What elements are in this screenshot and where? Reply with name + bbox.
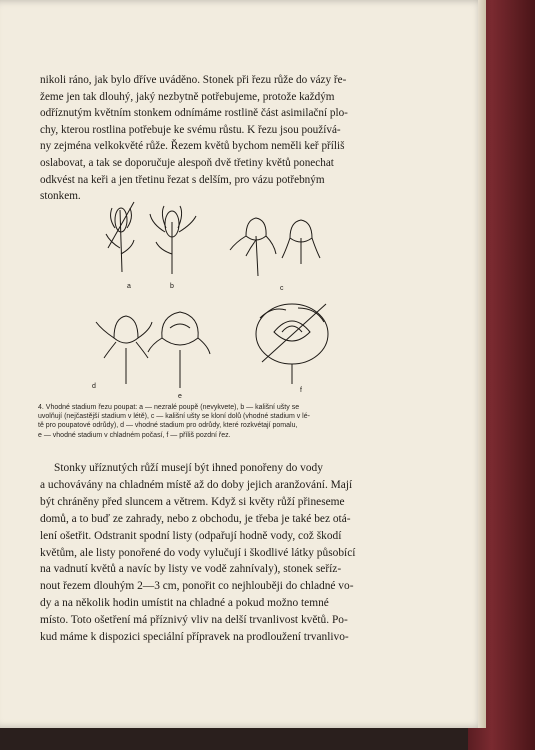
text-line: odkvést na keři a jen třetinu řezat s delším, pro vázu potřebným — [40, 173, 325, 186]
text-line: kud máme k dispozici speciální přípravek na prodloužení trvanlivo- — [40, 631, 349, 644]
text-line: stonkem. — [40, 190, 81, 203]
text-line: nikoli ráno, jak bylo dříve uváděno. Stonek při řezu růže do vázy ře- — [40, 74, 347, 86]
caption-line: 4. Vhodné stadium řezu poupat: a — nezralé poupě (nevykvete), b — kališní ušty se — [38, 404, 300, 411]
figure-label-e: e — [178, 393, 182, 398]
text-line: dy a na několik hodin umístit na chladné a pokud možno temné — [40, 597, 329, 610]
rose-stage-e-drawing — [148, 312, 210, 388]
page-edge — [478, 0, 486, 728]
caption-line: uvolňují (nejčastější stadium v létě), c — kališní ušty se kloní dolů (vhodné stadium v lé- — [38, 413, 310, 421]
text-line: a uchovávány na chladném místě až do doby jejich aranžování. Mají — [40, 478, 353, 491]
rose-stage-d-drawing — [96, 316, 152, 384]
paragraph-bottom — [40, 460, 408, 646]
text-line: nout řezem dlouhým 2—3 cm, ponořit co nejhlouběji do chladné vo- — [40, 580, 354, 593]
text-line: být chráněny před sluncem a větrem. Když si květy růží přineseme — [40, 495, 345, 508]
text-line: Stonky uříznutých růží musejí být ihned ponořeny do vody — [54, 462, 323, 474]
text-line: oslabovat, a tak se doporučuje alespoň dvě třetiny květů ponechat — [40, 156, 334, 169]
figure-caption — [38, 403, 422, 440]
rose-stage-a-drawing — [106, 202, 134, 272]
figure-label-b: b — [170, 283, 174, 290]
text-line: žeme jen tak dlouhý, jaký nezbytně potřebujeme, protože každým — [40, 90, 335, 103]
paragraph-top — [40, 72, 408, 205]
text-line: ny zejména velkokvěté růže. Řezem květů bychom neměli keř příliš — [40, 140, 345, 153]
rose-stage-f-drawing — [256, 304, 328, 384]
rose-bud-stages-figure — [60, 198, 390, 398]
text-line: květům, ale listy ponořené do vody vylučují i škodlivé látky působící — [40, 546, 356, 559]
caption-line: tě pro poupatové odrůdy), d — vhodné stadium pro odrůdy, které rozkvétají pomalu, — [38, 422, 298, 430]
text-line: odříznutým květním stonkem odnímáme rostlině část asimilační plo- — [40, 107, 348, 120]
figure-label-a: a — [127, 283, 131, 290]
text-line: lení ošetřit. Odstranit spodní listy (odpařují hodně vody, což škodí — [40, 529, 342, 542]
caption-line: e — vhodné stadium v chladném počasí, f — příliš pozdní řez. — [38, 431, 231, 439]
text-line: na vadnutí květů a navíc by listy ve vodě zahnívaly), stonek seříz- — [40, 563, 342, 576]
rose-stage-b-drawing — [150, 206, 196, 274]
figure-label-c: c — [280, 285, 284, 292]
text-line: chy, kterou rostlina potřebuje ke svému růstu. K řezu jsou používá- — [40, 123, 341, 136]
rose-stage-c-drawing — [230, 218, 320, 276]
figure-label-f: f — [300, 387, 302, 394]
text-line: místo. Toto ošetření má příznivý vliv na delší trvanlivost květů. Po- — [40, 614, 348, 627]
figure-label-d: d — [92, 383, 96, 390]
text-line: domů, a to buď ze zahrady, nebo z obchodu, je třeba je také bez otá- — [40, 512, 351, 525]
